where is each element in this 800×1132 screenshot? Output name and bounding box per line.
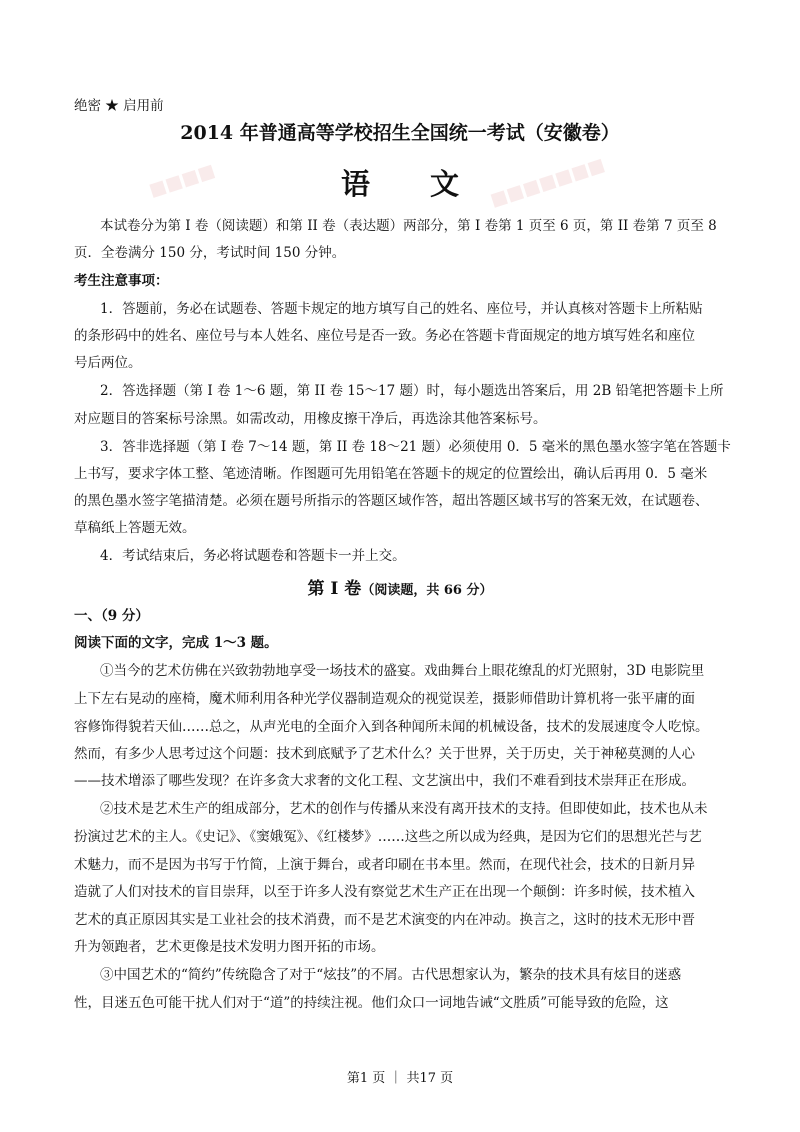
passage-line: 上下左右晃动的座椅，魔术师利用各种光学仪器制造观众的视觉误差，摄影师借助计算机将一张平庸的面 [74, 691, 695, 707]
section-title-main: 第 I 卷 [307, 579, 362, 599]
page-number: 第1 页 ｜ 共17 页 [346, 1071, 454, 1086]
note-line: 上书写，要求字体工整、笔迹清晰。作图题可先用铅笔在答题卡的规定的位置绘出，确认后再用 0．5 毫米 [74, 466, 708, 482]
passage-line: 造就了人们对技术的盲目崇拜，以至于许多人没有察觉艺术生产正在出现一个颠倒：许多时候，技术植入 [74, 884, 695, 900]
passage-line: 术魅力，而不是因为书写于竹简，上演于舞台，或者印刷在书本里。然而，在现代社会，技术的日新月异 [74, 857, 695, 873]
subject-title [0, 166, 800, 202]
note-line: 4．考试结束后，务必将试题卷和答题卡一并上交。 [100, 548, 406, 564]
note-line: 1．答题前，务必在试题卷、答题卡规定的地方填写自己的姓名、座位号，并认真核对答题卡上所粘贴 [100, 301, 703, 317]
passage-line: 容修饰得貌若天仙……总之，从声光电的全面介入到各种闻所未闻的机械设备，技术的发展速度令人吃惊。 [74, 719, 709, 735]
exam-title: 2014 年普通高等学校招生全国统一考试（安徽卷） [180, 122, 620, 144]
watermark-left: ■■■■ [146, 160, 218, 201]
part-heading: 一、（9 分） [74, 608, 149, 624]
passage-line: 升为领跑者，艺术更像是技术发明力图开拓的市场。 [74, 939, 385, 955]
intro-line-2: 页．全卷满分 150 分，考试时间 150 分钟。 [74, 245, 346, 261]
note-line: 的黑色墨水签字笔描清楚。必须在题号所指示的答题区域作答，超出答题区域书写的答案无效，在试题卷、 [74, 493, 709, 509]
intro-line-1: 本试卷分为第 I 卷（阅读题）和第 II 卷（表达题）两部分，第 I 卷第 1 页至 6 页，第 II 卷第 7 页至 8 [100, 218, 717, 234]
note-line: 对应题目的答案标号涂黑。如需改动，用橡皮擦干净后，再选涂其他答案标号。 [74, 411, 547, 427]
passage-line: ②技术是艺术生产的组成部分，艺术的创作与传播从来没有离开技术的支持。但即使如此，技术也从未 [100, 801, 708, 817]
note-line: 号后两位。 [74, 355, 142, 371]
notes-heading: 考生注意事项： [74, 273, 169, 289]
note-line: 2．答选择题（第 I 卷 1～6 题，第 II 卷 15～17 题）时，每小题选出答案后，用 2B 铅笔把答题卡上所 [100, 383, 724, 399]
watermark-right: ■■■■■■■ [487, 154, 608, 211]
passage-line: 然而，有多少人思考过这个问题：技术到底赋予了艺术什么？关于世界，关于历史，关于神秘莫测的人心 [74, 746, 695, 762]
passage-line: 扮演过艺术的主人。《史记》、《窦娥冤》、《红楼梦》……这些之所以成为经典，是因为它们的思想光芒与艺 [74, 829, 702, 845]
reading-instruction: 阅读下面的文字，完成 1～3 题。 [74, 635, 278, 651]
note-line: 3．答非选择题（第 I 卷 7～14 题，第 II 卷 18～21 题）必须使用 0．5 毫米的黑色墨水签字笔在答题卡 [100, 439, 731, 455]
subject-char-1: 语 [340, 167, 370, 201]
passage-line: 艺术的真正原因其实是工业社会的技术消费，而不是艺术演变的内在冲动。换言之，这时的技术无形中晋 [74, 912, 695, 928]
confidential-label: 绝密 ★ 启用前 [74, 98, 164, 114]
passage-line: ①当今的艺术仿佛在兴致勃勃地享受一场技术的盛宴。戏曲舞台上眼花缭乱的灯光照射，3D 电影院里 [100, 663, 705, 679]
section-title-sub: （阅读题，共 66 分） [361, 583, 493, 598]
note-line: 的条形码中的姓名、座位号与本人姓名、座位号是否一致。务必在答题卡背面规定的地方填写姓名和座位 [74, 328, 695, 344]
passage-line: 性，目迷五色可能干扰人们对于“道”的持续注视。他们众口一词地告诫“文胜质”可能导致的危险，这 [74, 995, 669, 1011]
passage-line: ③中国艺术的“简约”传统隐含了对于“炫技”的不屑。古代思想家认为，繁杂的技术具有炫目的迷惑 [100, 967, 682, 983]
subject-char-2: 文 [430, 167, 460, 201]
passage-line: ——技术增添了哪些发现？在许多贪大求奢的文化工程、文艺演出中，我们不难看到技术崇拜正在形成。 [74, 773, 695, 789]
note-line: 草稿纸上答题无效。 [74, 520, 196, 536]
section-title [0, 578, 800, 602]
